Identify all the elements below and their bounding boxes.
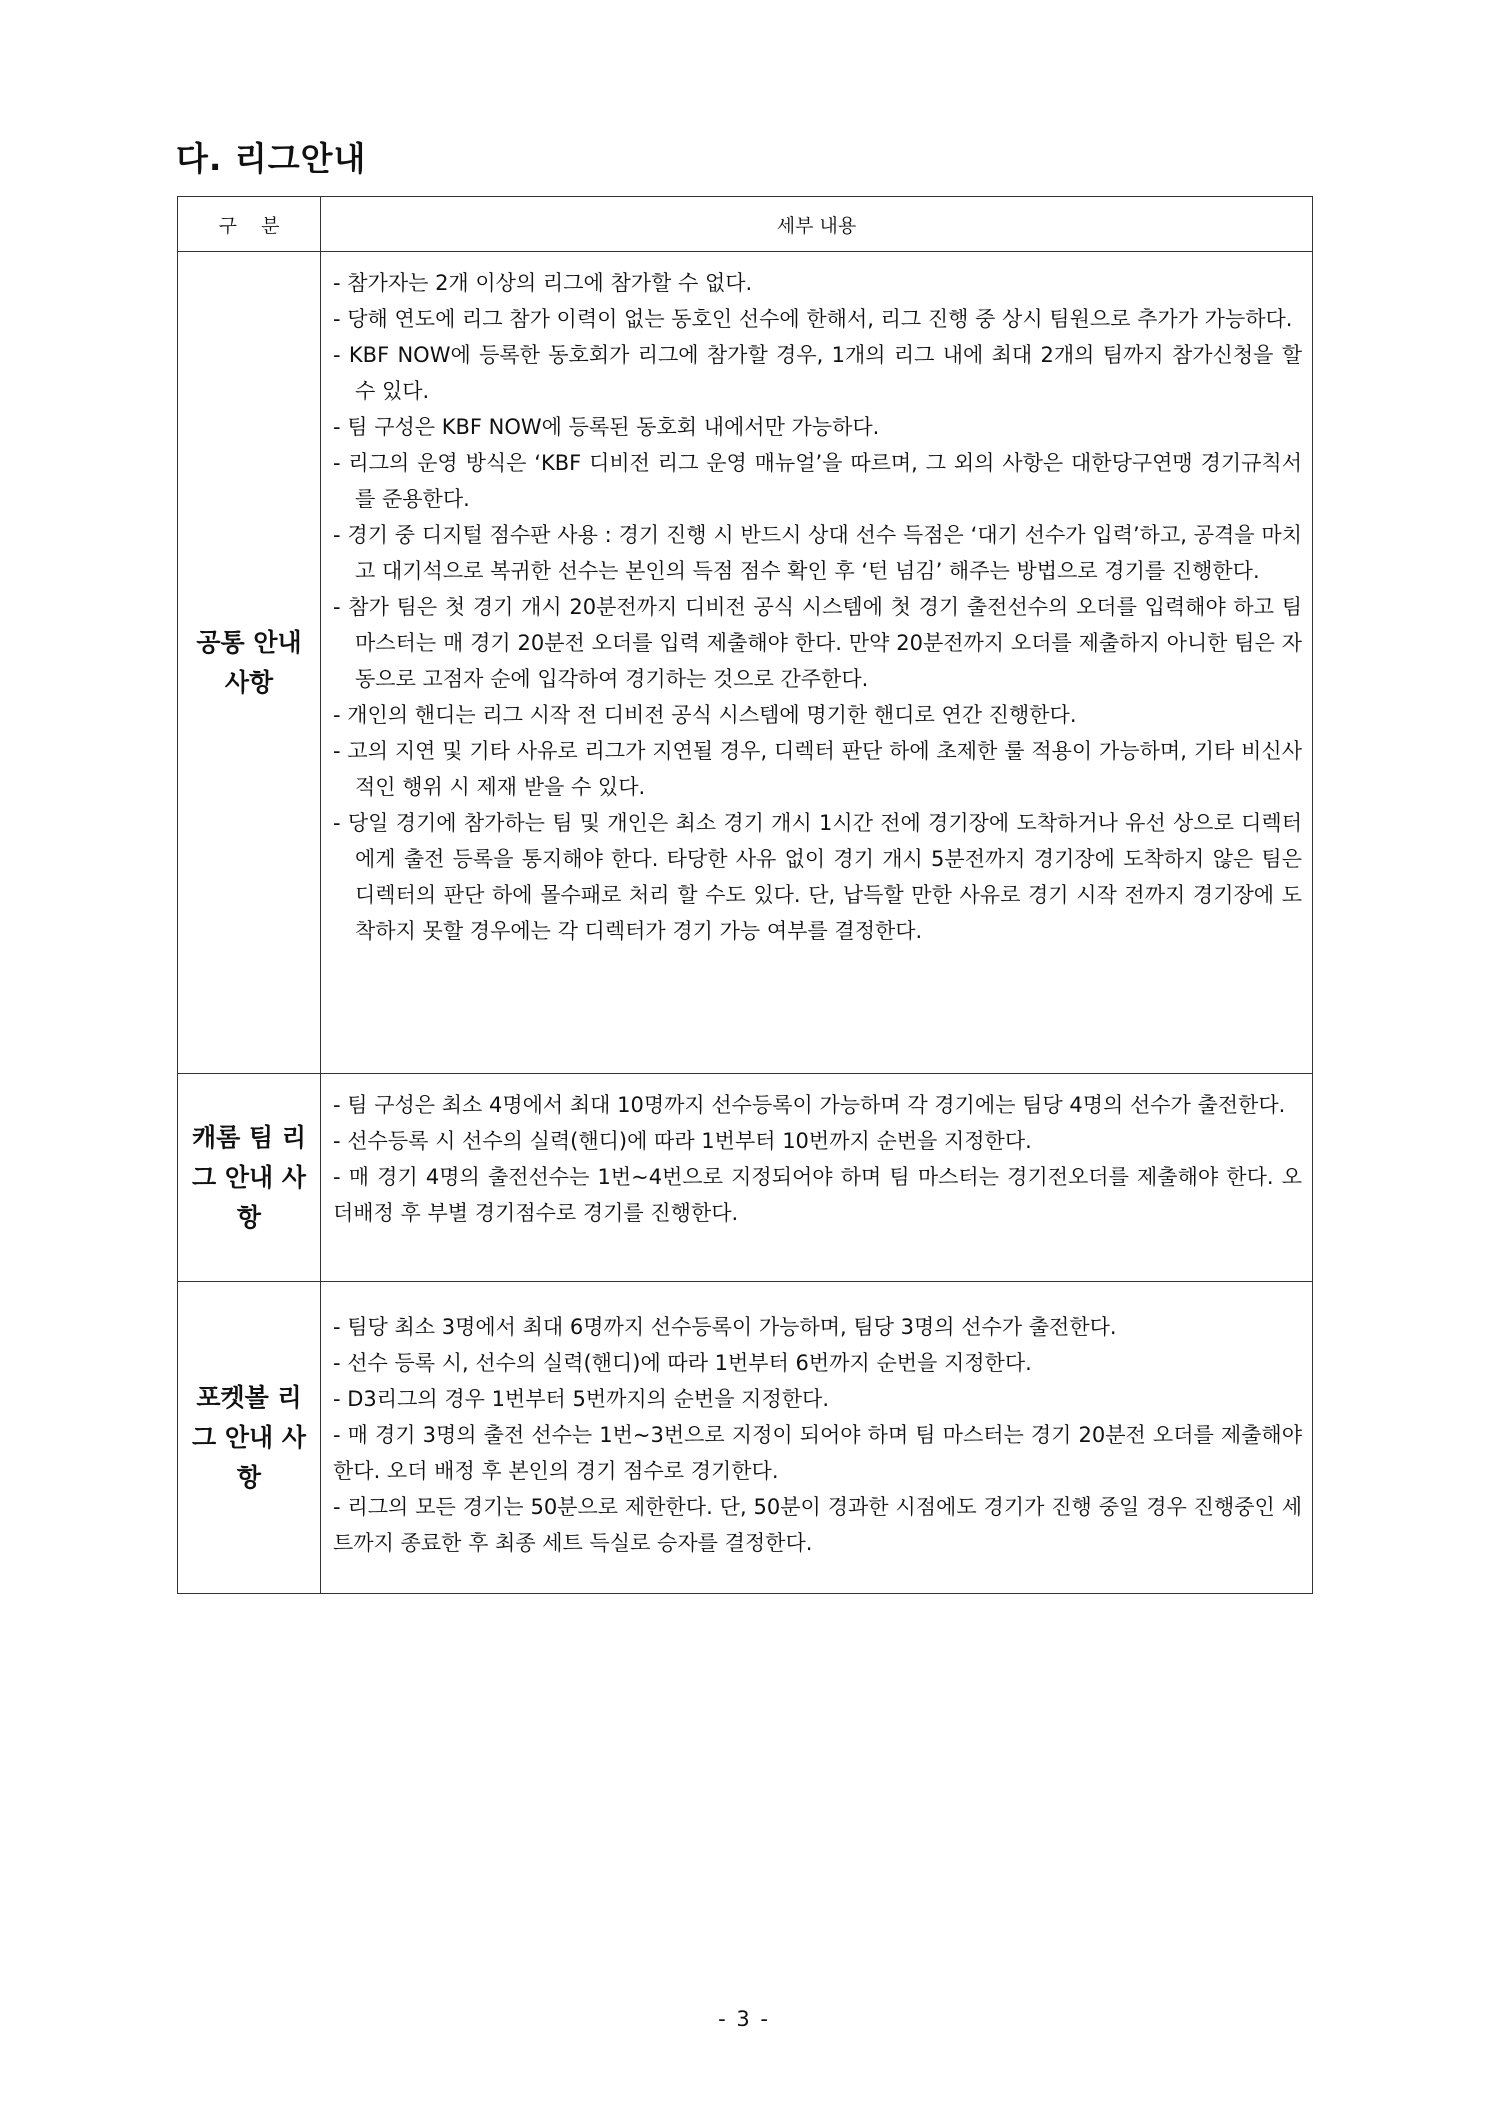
list-item: - 경기 중 디지털 점수판 사용 : 경기 진행 시 반드시 상대 선수 득점은 ‘대기 선수가 입력’하고, 공격을 마치고 대기석으로 복귀한 선수는 본인의 득점 점수 확인 후 ‘턴 넘김’ 해주는 방법으로 경기를 진행한다. xyxy=(333,523,1302,583)
list-item: - 팀 구성은 최소 4명에서 최대 10명까지 선수등록이 가능하며 각 경기에는 팀당 4명의 선수가 출전한다. xyxy=(333,1093,1286,1117)
detail-cell xyxy=(321,1282,1313,1594)
league-info-table xyxy=(177,196,1313,1594)
list-item: - 리그의 모든 경기는 50분으로 제한한다. 단, 50분이 경과한 시점에도 경기가 진행 중일 경우 진행중인 세트까지 종료한 후 최종 세트 득실로 승자를 결정한다. xyxy=(333,1495,1302,1555)
detail-cell xyxy=(321,252,1313,1074)
category-label: 포켓볼 리그 안내 사항 xyxy=(191,1382,306,1492)
list-item: - 당해 연도에 리그 참가 이력이 없는 동호인 선수에 한해서, 리그 진행 중 상시 팀원으로 추가가 가능하다. xyxy=(333,307,1293,331)
list-item: - 고의 지연 및 기타 사유로 리그가 지연될 경우, 디렉터 판단 하에 초제한 룰 적용이 가능하며, 기타 비신사적인 행위 시 제재 받을 수 있다. xyxy=(333,739,1302,799)
list-item: - 선수등록 시 선수의 실력(핸디)에 따라 1번부터 10번까지 순번을 지정한다. xyxy=(333,1129,1032,1153)
page-number: - 3 - xyxy=(718,2007,770,2031)
list-item: - 참가 팀은 첫 경기 개시 20분전까지 디비전 공식 시스템에 첫 경기 출전선수의 오더를 입력해야 하고 팀 마스터는 매 경기 20분전 오더를 입력 제출해야 한다. 만약 20분전까지 오더를 제출하지 아니한 팀은 자동으로 고점자 순에 입각하여 경기하는 것으로 간주한다. xyxy=(333,595,1302,691)
detail-header: 세부 내용 xyxy=(321,197,1313,252)
list-item: - 매 경기 4명의 출전선수는 1번~4번으로 지정되어야 하며 팀 마스터는 경기전오더를 제출해야 한다. 오더배정 후 부별 경기점수로 경기를 진행한다. xyxy=(333,1165,1302,1225)
table-row-carom xyxy=(178,1074,1313,1282)
detail-list xyxy=(333,265,1302,949)
category-label: 캐롬 팀 리그 안내 사항 xyxy=(191,1122,306,1232)
list-item: - 팀 구성은 KBF NOW에 등록된 동호회 내에서만 가능하다. xyxy=(333,415,880,439)
table-header-row xyxy=(178,197,1313,252)
list-item: - 선수 등록 시, 선수의 실력(핸디)에 따라 1번부터 6번까지 순번을 지정한다. xyxy=(333,1351,1032,1375)
list-item: - 매 경기 3명의 출전 선수는 1번~3번으로 지정이 되어야 하며 팀 마스터는 경기 20분전 오더를 제출해야한다. 오더 배정 후 본인의 경기 점수로 경기한다. xyxy=(333,1423,1302,1483)
detail-cell xyxy=(321,1074,1313,1282)
list-item: - 당일 경기에 참가하는 팀 및 개인은 최소 경기 개시 1시간 전에 경기장에 도착하거나 유선 상으로 디렉터에게 출전 등록을 통지해야 한다. 타당한 사유 없이 경기 개시 5분전까지 경기장에 도착하지 않은 팀은 디렉터의 판단 하에 몰수패로 처리 할 수도 있다. 단, 납득할 만한 사유로 경기 시작 전까지 경기장에 도착하지 못할 경우에는 각 디렉터가 경기 가능 여부를 결정한다. xyxy=(333,811,1302,943)
category-label: 공통 안내 사항 xyxy=(196,627,302,697)
list-item: - 참가자는 2개 이상의 리그에 참가할 수 없다. xyxy=(333,271,753,295)
category-cell xyxy=(178,252,321,1074)
list-item: - KBF NOW에 등록한 동호회가 리그에 참가할 경우, 1개의 리그 내에 최대 2개의 팀까지 참가신청을 할 수 있다. xyxy=(333,343,1302,403)
table-row-pocket xyxy=(178,1282,1313,1594)
detail-list xyxy=(333,1087,1302,1231)
category-header: 구 분 xyxy=(178,197,321,252)
detail-list xyxy=(333,1309,1302,1561)
section-title: 다. 리그안내 xyxy=(176,139,367,178)
list-item: - 팀당 최소 3명에서 최대 6명까지 선수등록이 가능하며, 팀당 3명의 선수가 출전한다. xyxy=(333,1315,1117,1339)
table-row-common xyxy=(178,252,1313,1074)
category-cell xyxy=(178,1074,321,1282)
category-cell xyxy=(178,1282,321,1594)
list-item: - D3리그의 경우 1번부터 5번까지의 순번을 지정한다. xyxy=(333,1387,829,1411)
list-item: - 개인의 핸디는 리그 시작 전 디비전 공식 시스템에 명기한 핸디로 연간 진행한다. xyxy=(333,703,1077,727)
list-item: - 리그의 운영 방식은 ‘KBF 디비전 리그 운영 매뉴얼’을 따르며, 그 외의 사항은 대한당구연맹 경기규칙서를 준용한다. xyxy=(333,451,1302,511)
